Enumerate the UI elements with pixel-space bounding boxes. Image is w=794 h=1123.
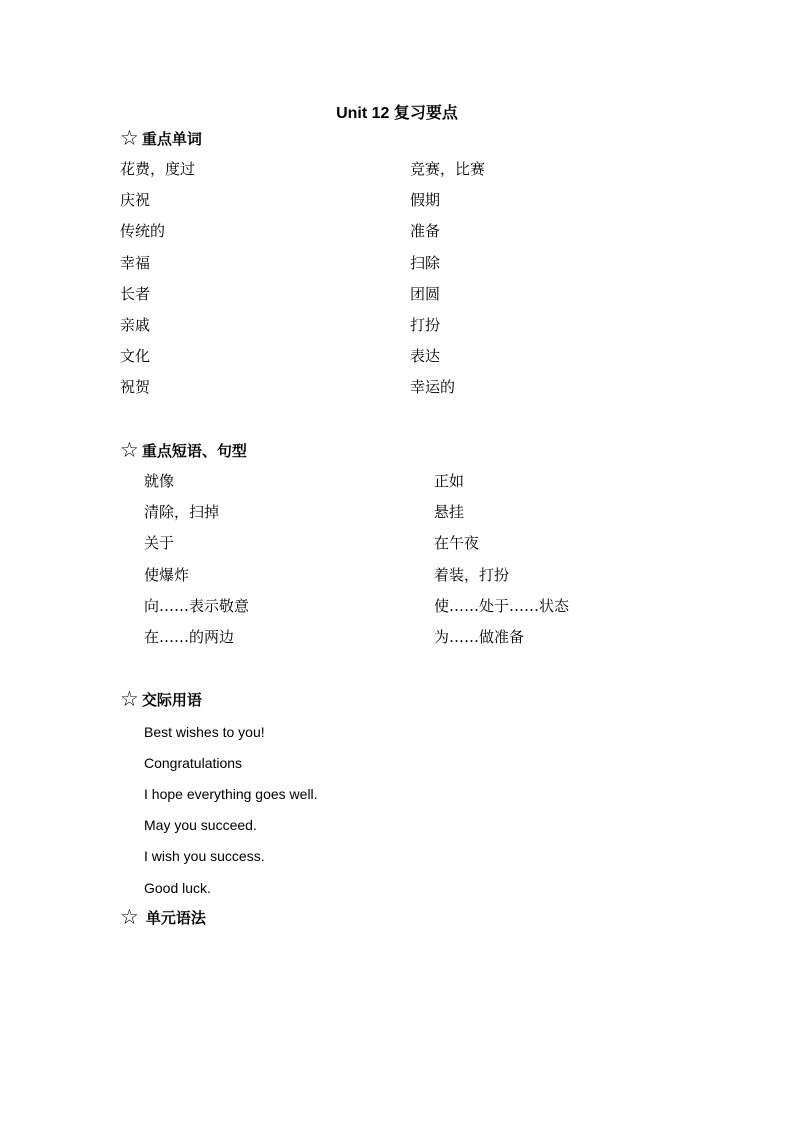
vocab-right: 打扮 [410, 316, 441, 335]
list-item [144, 621, 744, 652]
list-item [120, 247, 720, 278]
star-icon: ☆ [120, 687, 139, 711]
vocab-right: 幸运的 [410, 378, 456, 397]
section-heading-label: 交际用语 [141, 690, 202, 709]
vocab-list [120, 153, 720, 403]
phrase-right: 为……做准备 [434, 628, 525, 647]
section-heading-expressions [120, 688, 202, 710]
vocab-left: 花费，度过 [120, 160, 196, 179]
phrases-list [144, 465, 744, 652]
page-title: Unit 12 复习要点 [336, 105, 458, 122]
star-icon: ☆ [120, 438, 139, 462]
vocab-right: 竞赛，比赛 [410, 160, 486, 179]
phrase-right: 使……处于……状态 [434, 596, 570, 615]
vocab-left: 文化 [120, 347, 151, 366]
list-item [120, 278, 720, 309]
list-item: Best wishes to you! [144, 723, 265, 740]
vocab-right: 扫除 [410, 253, 441, 272]
phrase-right: 正如 [434, 472, 465, 491]
phrase-right: 在午夜 [434, 534, 480, 553]
expressions-list [144, 716, 318, 903]
list-item [144, 496, 744, 527]
section-heading-grammar [120, 906, 206, 928]
phrase-left: 使爆炸 [144, 565, 190, 584]
vocab-left: 长者 [120, 284, 151, 303]
list-item: Congratulations [144, 754, 243, 771]
list-item [120, 340, 720, 371]
vocab-left: 传统的 [120, 222, 166, 241]
vocab-right: 表达 [410, 347, 441, 366]
section-heading-label: 重点单词 [141, 129, 202, 148]
list-item [144, 527, 744, 558]
section-heading-label: 单元语法 [145, 908, 206, 927]
list-item [144, 590, 744, 621]
phrase-left: 在……的两边 [144, 628, 235, 647]
phrase-left: 清除，扫掉 [144, 503, 220, 522]
phrase-left: 就像 [144, 472, 175, 491]
vocab-left: 亲戚 [120, 316, 151, 335]
list-item [144, 465, 744, 496]
section-heading-vocab [120, 127, 202, 149]
section-heading-label: 重点短语、句型 [141, 441, 247, 460]
list-item [120, 371, 720, 402]
vocab-left: 庆祝 [120, 191, 151, 210]
star-icon: ☆ [120, 905, 139, 929]
vocab-left: 祝贺 [120, 378, 151, 397]
star-icon: ☆ [120, 126, 139, 150]
phrase-right: 悬挂 [434, 503, 465, 522]
phrase-right: 着装，打扮 [434, 565, 510, 584]
list-item [120, 215, 720, 246]
phrase-left: 关于 [144, 534, 175, 553]
vocab-right: 假期 [410, 191, 441, 210]
list-item: I wish you success. [144, 848, 265, 865]
list-item: May you succeed. [144, 817, 257, 834]
vocab-right: 准备 [410, 222, 441, 241]
section-heading-phrases [120, 439, 247, 461]
list-item [120, 309, 720, 340]
list-item [144, 559, 744, 590]
phrase-left: 向……表示敬意 [144, 596, 250, 615]
list-item: I hope everything goes well. [144, 785, 318, 802]
list-item: Good luck. [144, 879, 211, 896]
vocab-left: 幸福 [120, 253, 151, 272]
list-item [120, 153, 720, 184]
vocab-right: 团圆 [410, 284, 441, 303]
list-item [120, 184, 720, 215]
